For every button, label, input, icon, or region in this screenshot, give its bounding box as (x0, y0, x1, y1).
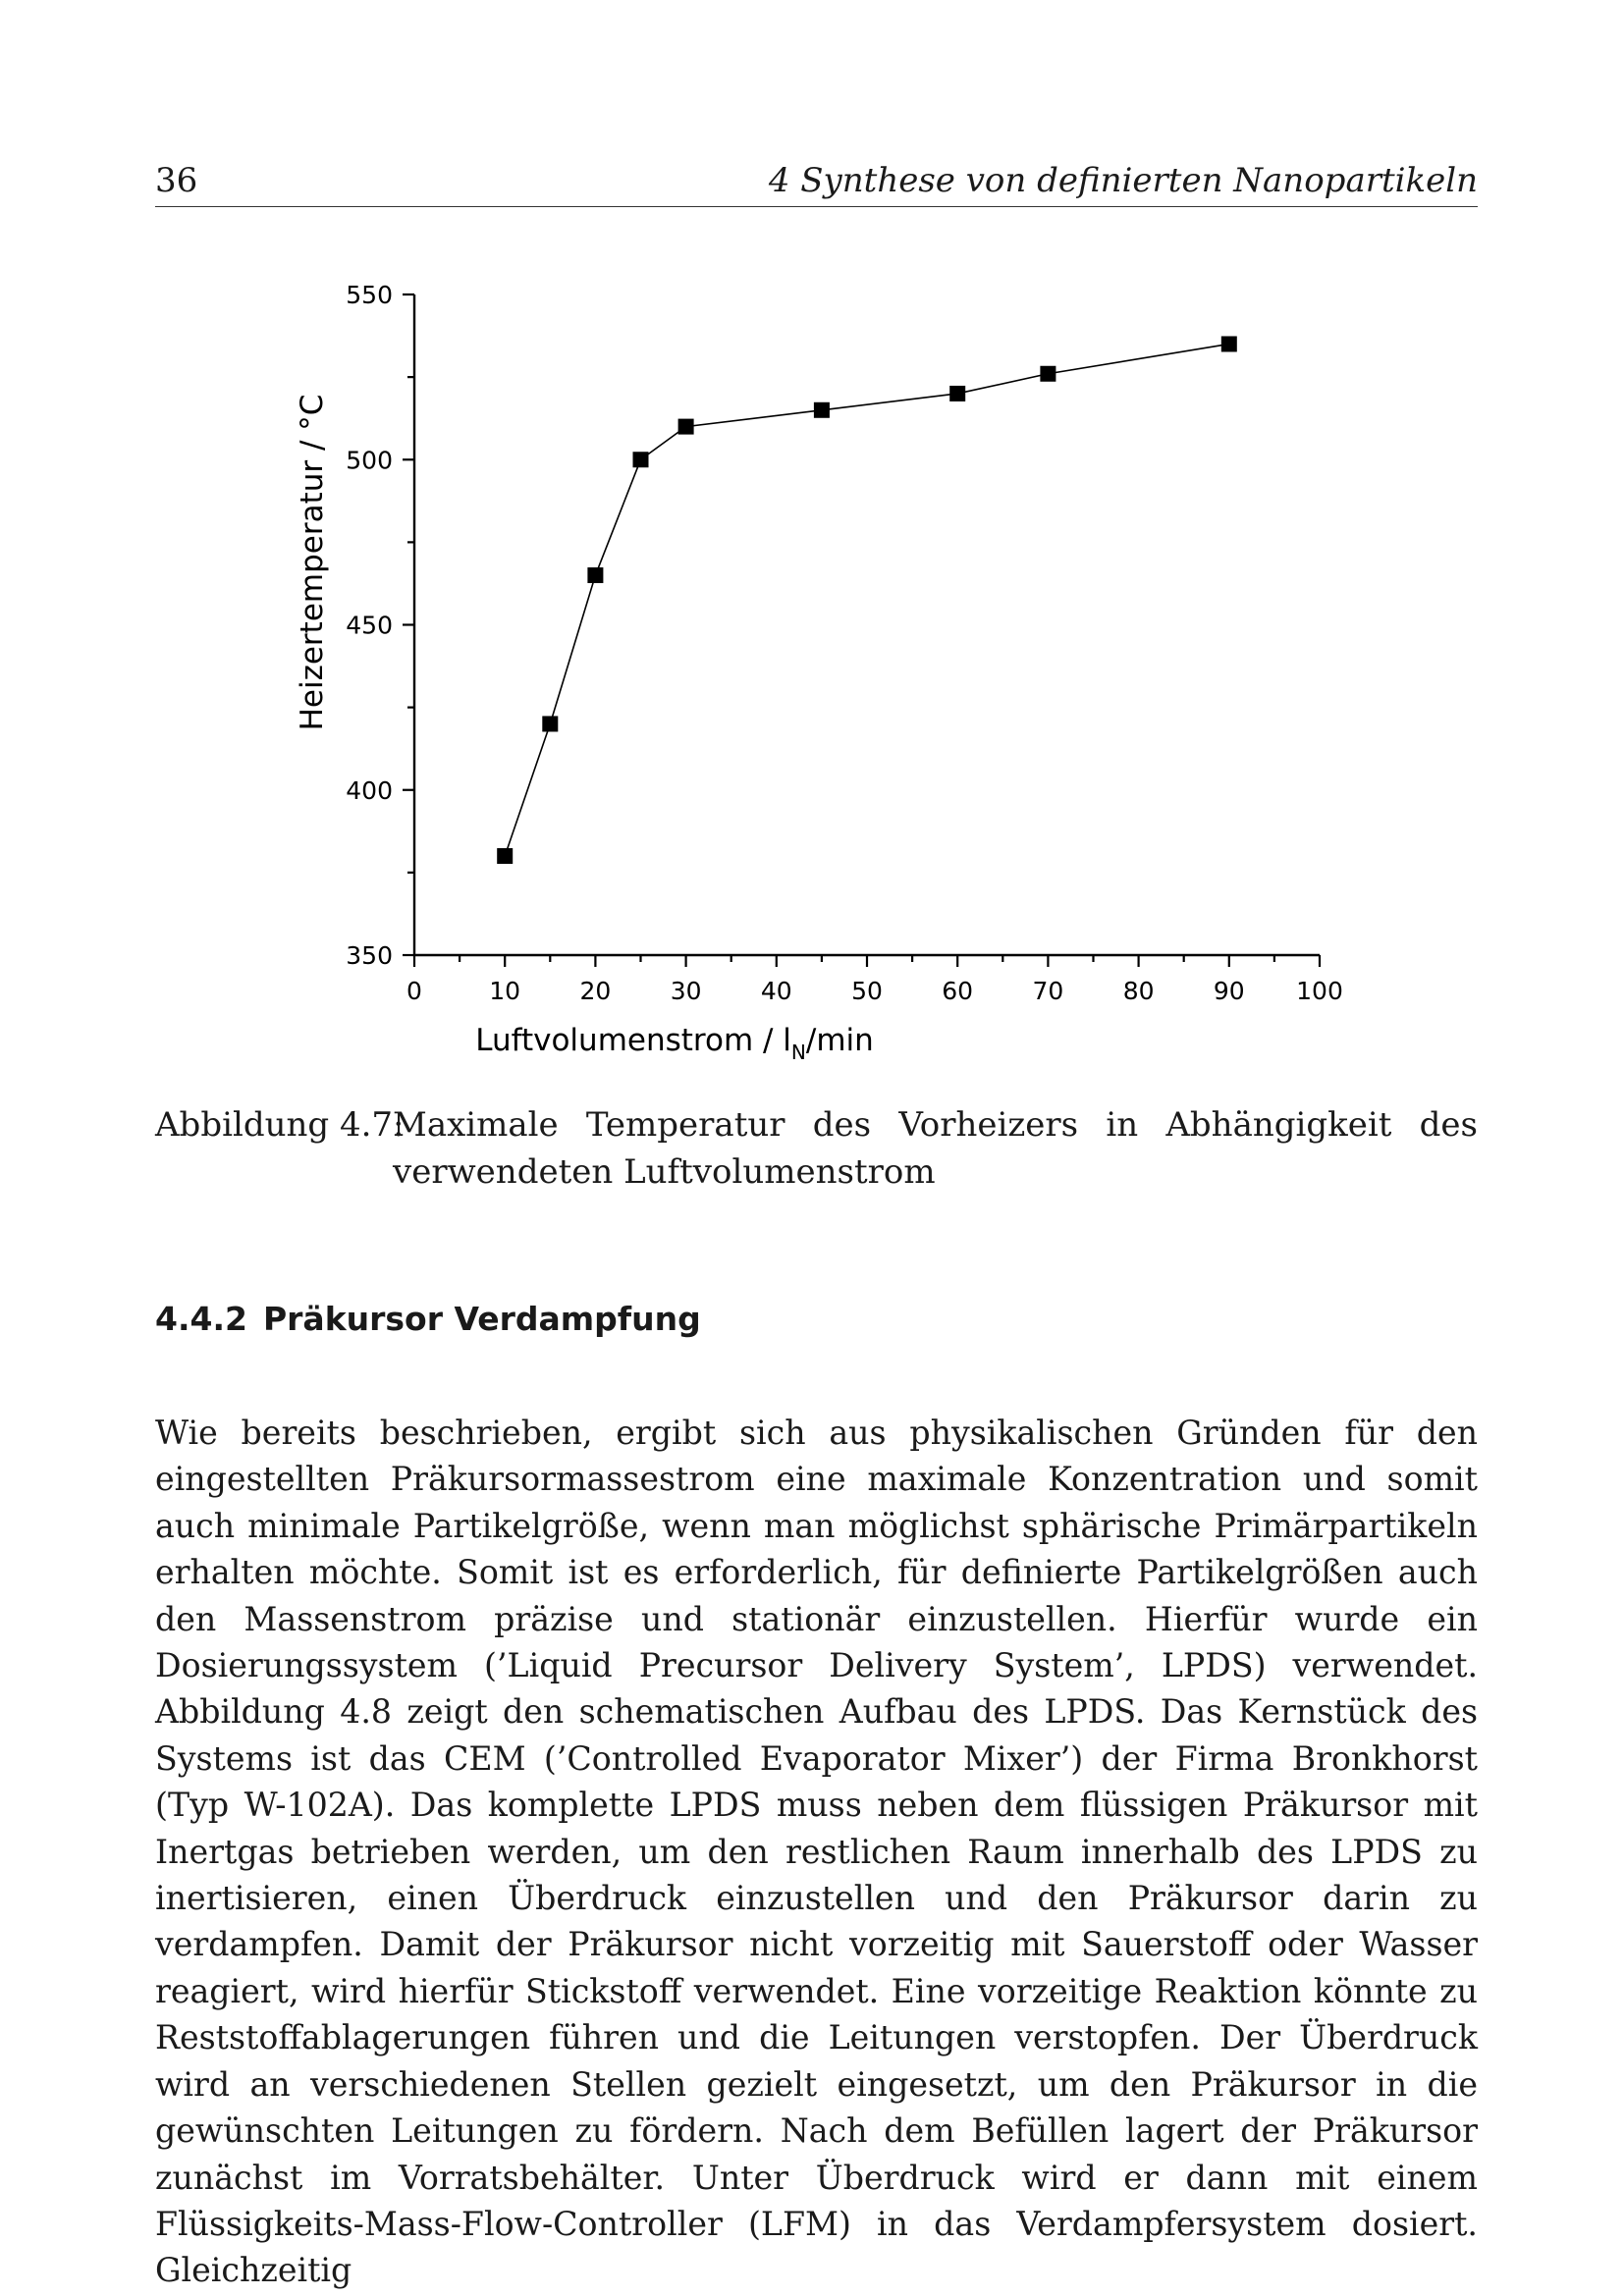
data-markers (497, 336, 1237, 864)
section-heading (155, 1300, 701, 1338)
section-title: Präkursor Verdampfung (262, 1300, 701, 1338)
temperature-chart (275, 265, 1355, 1080)
x-axis-ticks (406, 955, 1343, 1005)
running-title: 4 Synthese von definierten Nanopartikeln (768, 161, 1478, 200)
data-point (587, 567, 603, 583)
x-axis-title-unit: /min (805, 1023, 874, 1058)
chart-axes (414, 294, 1320, 955)
x-tick-label: 70 (1032, 977, 1064, 1005)
x-axis-title (475, 1023, 874, 1064)
x-axis-title-subscript: N (790, 1041, 806, 1064)
page-header (155, 157, 1478, 207)
x-axis-title-main: Luftvolumenstrom / l (475, 1023, 791, 1058)
x-tick-label: 0 (406, 977, 422, 1005)
data-point (814, 402, 830, 418)
y-tick-label: 400 (346, 775, 393, 805)
caption-text: Maximale Temperatur des Vorheizers in Abhängigkeit des verwendeten Luftvolumenstrom (393, 1105, 1478, 1192)
x-tick-label: 30 (670, 977, 702, 1005)
caption-label: Abbildung 4.7: (155, 1105, 405, 1145)
y-tick-label: 350 (346, 941, 393, 970)
data-point (1221, 336, 1237, 351)
data-point (1040, 366, 1056, 382)
page-number: 36 (155, 161, 198, 200)
series-line (505, 344, 1229, 856)
data-point (633, 452, 649, 467)
x-tick-label: 10 (489, 977, 521, 1005)
x-tick-label: 60 (942, 977, 974, 1005)
x-tick-label: 80 (1122, 977, 1155, 1005)
data-point (949, 386, 965, 401)
y-axis-ticks (346, 281, 414, 970)
x-tick-label: 40 (760, 977, 792, 1005)
data-point (497, 848, 513, 864)
y-tick-label: 550 (346, 281, 393, 309)
x-tick-label: 50 (851, 977, 883, 1005)
data-point (678, 419, 694, 435)
x-tick-label: 100 (1296, 977, 1343, 1005)
y-axis-title: Heizertemperatur / °C (295, 394, 330, 731)
y-tick-label: 500 (346, 446, 393, 475)
section-number: 4.4.2 (155, 1300, 247, 1338)
x-tick-label: 90 (1213, 977, 1245, 1005)
x-tick-label: 20 (579, 977, 612, 1005)
y-tick-label: 450 (346, 611, 393, 640)
body-paragraph: Wie bereits beschrieben, ergibt sich aus physikalischen Gründen für den eingestellten Präkursormassestrom eine maximale Konzentration und somit auch minimale Partikelgröße, wenn man möglichst sphärische Primärpartikeln erhalten möchte. Somit ist es erforderlich, für definierte Partikelgrößen auch den Massenstrom präzise und stationär einzustellen. Hierfür wurde ein Dosierungssystem (’Liquid Precursor Delivery System’, LPDS) verwendet. Abbildung 4.8 zeigt den schematischen Aufbau des LPDS. Das Kernstück des Systems ist das CEM (’Controlled Evaporator Mixer’) der Firma Bronkhorst (Typ W-102A). Das komplette LPDS muss neben dem flüssigen Präkursor mit Inertgas betrieben werden, um den restlichen Raum innerhalb des LPDS zu inertisieren, einen Überdruck einzustellen und den Präkursor darin zu verdampfen. Damit der Präkursor nicht vorzeitig mit Sauerstoff oder Wasser reagiert, wird hierfür Stickstoff verwendet. Eine vorzeitige Reaktion könnte zu Reststoffablagerungen führen und die Leitungen verstopfen. Der Überdruck wird an verschiedenen Stellen gezielt eingesetzt, um den Präkursor in die gewünschten Leitungen zu fördern. Nach dem Befüllen lagert der Präkursor zunächst im Vorratsbehälter. Unter Überdruck wird er dann mit einem Flüssigkeits-Mass-Flow-Controller (LFM) in das Verdampfersystem dosiert. Gleichzeitig (155, 1414, 1478, 2290)
data-point (542, 716, 558, 731)
